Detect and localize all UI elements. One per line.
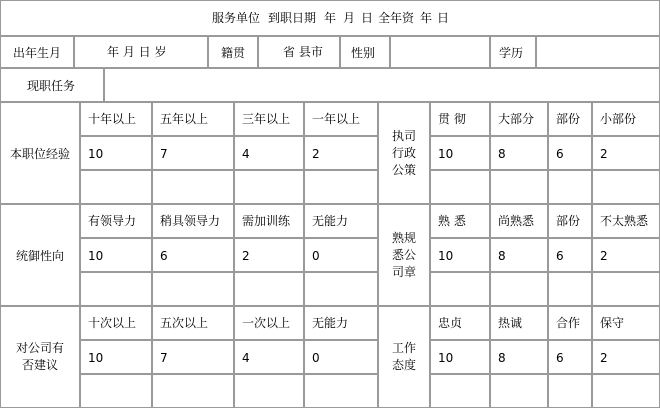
section2-rscore-1[interactable] bbox=[430, 272, 490, 306]
section2-right-label: 熟规悉公司章 bbox=[378, 204, 430, 306]
section3-rv3: 6 bbox=[548, 340, 592, 374]
section1-rv2: 8 bbox=[490, 136, 548, 170]
section1-score-1[interactable] bbox=[80, 170, 152, 204]
section2-rv1: 10 bbox=[430, 238, 490, 272]
education-value[interactable] bbox=[536, 36, 660, 68]
current-duty-value[interactable] bbox=[104, 68, 660, 102]
section1-rh1: 贯 彻 bbox=[430, 102, 490, 136]
section3-score-4[interactable] bbox=[304, 374, 378, 408]
section1-v1: 10 bbox=[80, 136, 152, 170]
section2-rscore-3[interactable] bbox=[548, 272, 592, 306]
gender-value[interactable] bbox=[390, 36, 490, 68]
section2-h3: 需加训练 bbox=[234, 204, 304, 238]
section2-score-4[interactable] bbox=[304, 272, 378, 306]
section1-rv4: 2 bbox=[592, 136, 660, 170]
section1-h4: 一年以上 bbox=[304, 102, 378, 136]
section1-rh2: 大部分 bbox=[490, 102, 548, 136]
section1-v4: 2 bbox=[304, 136, 378, 170]
header-report-date: 到职日期 bbox=[268, 11, 317, 25]
section3-v1: 10 bbox=[80, 340, 152, 374]
section2-h4: 无能力 bbox=[304, 204, 378, 238]
section2-rh2: 尚熟悉 bbox=[490, 204, 548, 238]
section3-score-3[interactable] bbox=[234, 374, 304, 408]
header-month: 月 bbox=[343, 11, 356, 25]
gender-label: 性别 bbox=[340, 36, 390, 68]
section2-rh3: 部份 bbox=[548, 204, 592, 238]
section2-rv3: 6 bbox=[548, 238, 592, 272]
section2-left-label: 统御性向 bbox=[0, 204, 80, 306]
birth-label: 出年生月 bbox=[0, 36, 74, 68]
section3-right-label: 工作态度 bbox=[378, 306, 430, 408]
section1-h2: 五年以上 bbox=[152, 102, 234, 136]
section2-rh4: 不太熟悉 bbox=[592, 204, 660, 238]
section3-rv1: 10 bbox=[430, 340, 490, 374]
section3-rv4: 2 bbox=[592, 340, 660, 374]
section2-rv4: 2 bbox=[592, 238, 660, 272]
section3-score-1[interactable] bbox=[80, 374, 152, 408]
header-year: 年 bbox=[324, 11, 337, 25]
native-label: 籍贯 bbox=[208, 36, 258, 68]
section1-rscore-4[interactable] bbox=[592, 170, 660, 204]
section3-h3: 一次以上 bbox=[234, 306, 304, 340]
section1-score-3[interactable] bbox=[234, 170, 304, 204]
section3-rscore-4[interactable] bbox=[592, 374, 660, 408]
section3-left-label: 对公司有否建议 bbox=[0, 306, 80, 408]
section2-score-1[interactable] bbox=[80, 272, 152, 306]
section1-score-2[interactable] bbox=[152, 170, 234, 204]
section2-rscore-4[interactable] bbox=[592, 272, 660, 306]
section3-rh4: 保守 bbox=[592, 306, 660, 340]
header-day: 日 bbox=[361, 11, 374, 25]
section1-rv1: 10 bbox=[430, 136, 490, 170]
section3-rh3: 合作 bbox=[548, 306, 592, 340]
education-label: 学历 bbox=[490, 36, 536, 68]
section2-score-2[interactable] bbox=[152, 272, 234, 306]
header-annual-salary: 全年资 bbox=[378, 11, 415, 25]
section3-rh1: 忠贞 bbox=[430, 306, 490, 340]
section2-v4: 0 bbox=[304, 238, 378, 272]
current-duty-label: 现职任务 bbox=[0, 68, 104, 102]
header-service-unit: 服务单位 bbox=[212, 11, 261, 25]
section3-rscore-2[interactable] bbox=[490, 374, 548, 408]
section3-rh2: 热诚 bbox=[490, 306, 548, 340]
section1-score-4[interactable] bbox=[304, 170, 378, 204]
section3-v4: 0 bbox=[304, 340, 378, 374]
birth-value[interactable]: 年 月 日 岁 bbox=[74, 36, 208, 68]
native-value[interactable]: 省 县市 bbox=[258, 36, 340, 68]
section3-rscore-1[interactable] bbox=[430, 374, 490, 408]
section2-rscore-2[interactable] bbox=[490, 272, 548, 306]
section1-rh3: 部份 bbox=[548, 102, 592, 136]
section2-v3: 2 bbox=[234, 238, 304, 272]
header-year2: 年 bbox=[420, 11, 433, 25]
section2-h1: 有领导力 bbox=[80, 204, 152, 238]
section1-rh4: 小部份 bbox=[592, 102, 660, 136]
section3-v2: 7 bbox=[152, 340, 234, 374]
section2-v2: 6 bbox=[152, 238, 234, 272]
section3-score-2[interactable] bbox=[152, 374, 234, 408]
section1-rscore-2[interactable] bbox=[490, 170, 548, 204]
section2-score-3[interactable] bbox=[234, 272, 304, 306]
section1-v3: 4 bbox=[234, 136, 304, 170]
section2-rv2: 8 bbox=[490, 238, 548, 272]
section3-rv2: 8 bbox=[490, 340, 548, 374]
section1-left-label: 本职位经验 bbox=[0, 102, 80, 204]
section1-h3: 三年以上 bbox=[234, 102, 304, 136]
section1-rv3: 6 bbox=[548, 136, 592, 170]
section3-rscore-3[interactable] bbox=[548, 374, 592, 408]
section1-rscore-3[interactable] bbox=[548, 170, 592, 204]
section3-h2: 五次以上 bbox=[152, 306, 234, 340]
section1-h1: 十年以上 bbox=[80, 102, 152, 136]
section1-rscore-1[interactable] bbox=[430, 170, 490, 204]
section3-v3: 4 bbox=[234, 340, 304, 374]
section3-h1: 十次以上 bbox=[80, 306, 152, 340]
section1-v2: 7 bbox=[152, 136, 234, 170]
section2-h2: 稍具领导力 bbox=[152, 204, 234, 238]
section2-rh1: 熟 悉 bbox=[430, 204, 490, 238]
section1-right-label: 执司行政公策 bbox=[378, 102, 430, 204]
section3-h4: 无能力 bbox=[304, 306, 378, 340]
header-day2: 日 bbox=[437, 11, 450, 25]
section2-v1: 10 bbox=[80, 238, 152, 272]
